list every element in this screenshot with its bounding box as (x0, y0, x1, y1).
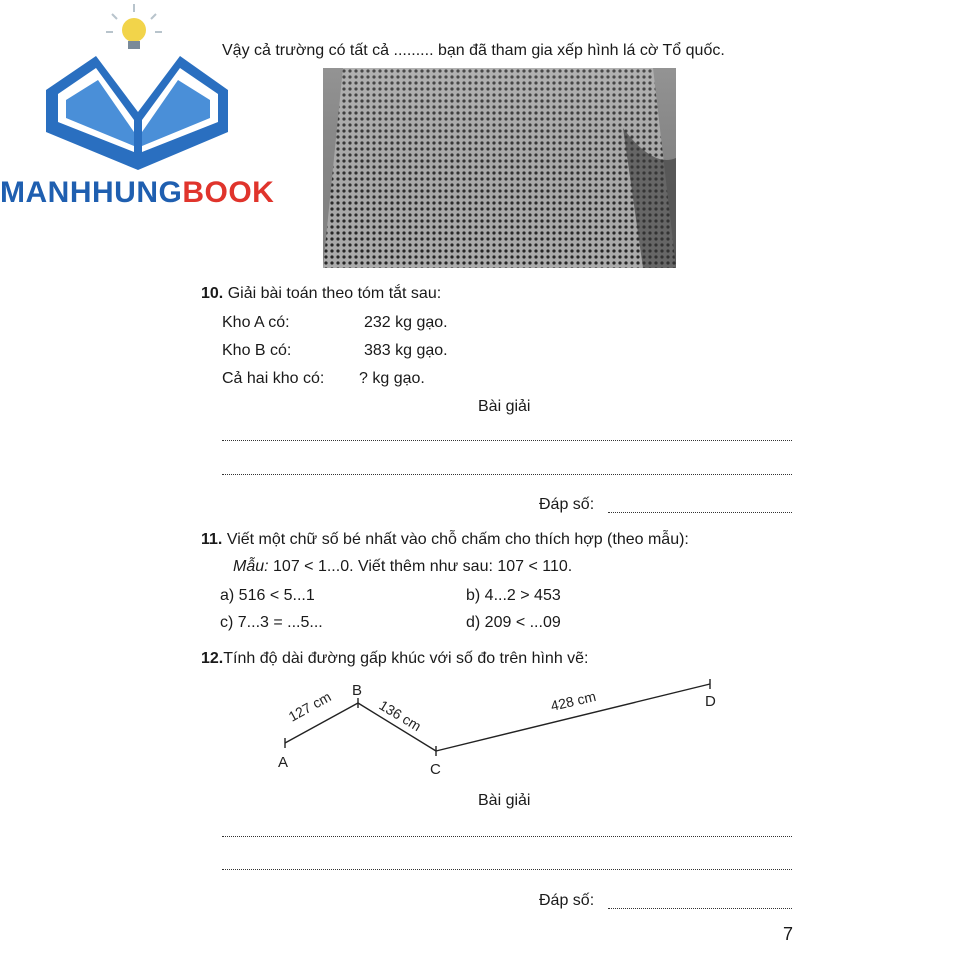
q10-solution-heading: Bài giải (478, 398, 531, 415)
page-number: 7 (783, 924, 794, 944)
brand-accent: BOOK (182, 176, 275, 209)
q12-answer-label: Đáp số: (539, 892, 595, 909)
brand-main: MANHHUNG (0, 176, 183, 209)
answer-line (608, 908, 792, 909)
q11-example-label: Mẫu: (233, 558, 269, 575)
answer-line (222, 474, 792, 475)
q11-prompt: Viết một chữ số bé nhất vào chỗ chấm cho thích hợp (theo mẫu): (226, 531, 689, 548)
q10-row-value: 383 kg gạo. (364, 342, 448, 359)
answer-line (222, 869, 792, 870)
q12-heading (201, 650, 589, 668)
q11-example-text: 107 < 1...0. Viết thêm như sau: 107 < 110. (273, 558, 573, 575)
q12-number: 12. (201, 650, 224, 667)
q10-prompt: Giải bài toán theo tóm tắt sau: (227, 285, 442, 302)
answer-line (222, 440, 792, 441)
intro-line: Vậy cả trường có tất cả ......... bạn đã tham gia xếp hình lá cờ Tổ quốc. (222, 42, 725, 59)
q10-number: 10. (201, 285, 224, 302)
q10-heading (201, 285, 441, 303)
point-d-label: D (705, 693, 716, 710)
q10-answer-label: Đáp số: (539, 496, 595, 513)
q11-item-c: c) 7...3 = ...5... (220, 614, 323, 631)
point-b-label: B (352, 682, 363, 699)
q10-row-label: Kho A có: (222, 314, 290, 331)
segment-cd-label: 428 cm (549, 688, 598, 714)
brand-wordmark (0, 176, 274, 210)
q10-row-label: Cả hai kho có: (222, 370, 325, 387)
q11-item-d: d) 209 < ...09 (466, 614, 561, 631)
q11-item-b: b) 4...2 > 453 (466, 587, 561, 604)
q10-row-label: Kho B có: (222, 342, 292, 359)
answer-line (222, 836, 792, 837)
polyline-figure (270, 670, 730, 785)
q10-row-value: ? kg gạo. (359, 370, 425, 387)
point-c-label: C (430, 761, 441, 778)
point-a-label: A (278, 754, 289, 771)
q10-row-value: 232 kg gạo. (364, 314, 448, 331)
q12-solution-heading: Bài giải (478, 792, 531, 809)
answer-line (608, 512, 792, 513)
q11-item-a: a) 516 < 5...1 (220, 587, 315, 604)
segment-ab-label: 127 cm (285, 688, 334, 725)
q12-prompt: Tính độ dài đường gấp khúc với số đo trên hình vẽ: (223, 650, 589, 667)
crowd-photo (323, 68, 676, 268)
q11-example (233, 558, 572, 576)
q11-number: 11. (201, 531, 223, 548)
segment-bc-label: 136 cm (376, 696, 425, 735)
q11-heading (201, 531, 689, 549)
